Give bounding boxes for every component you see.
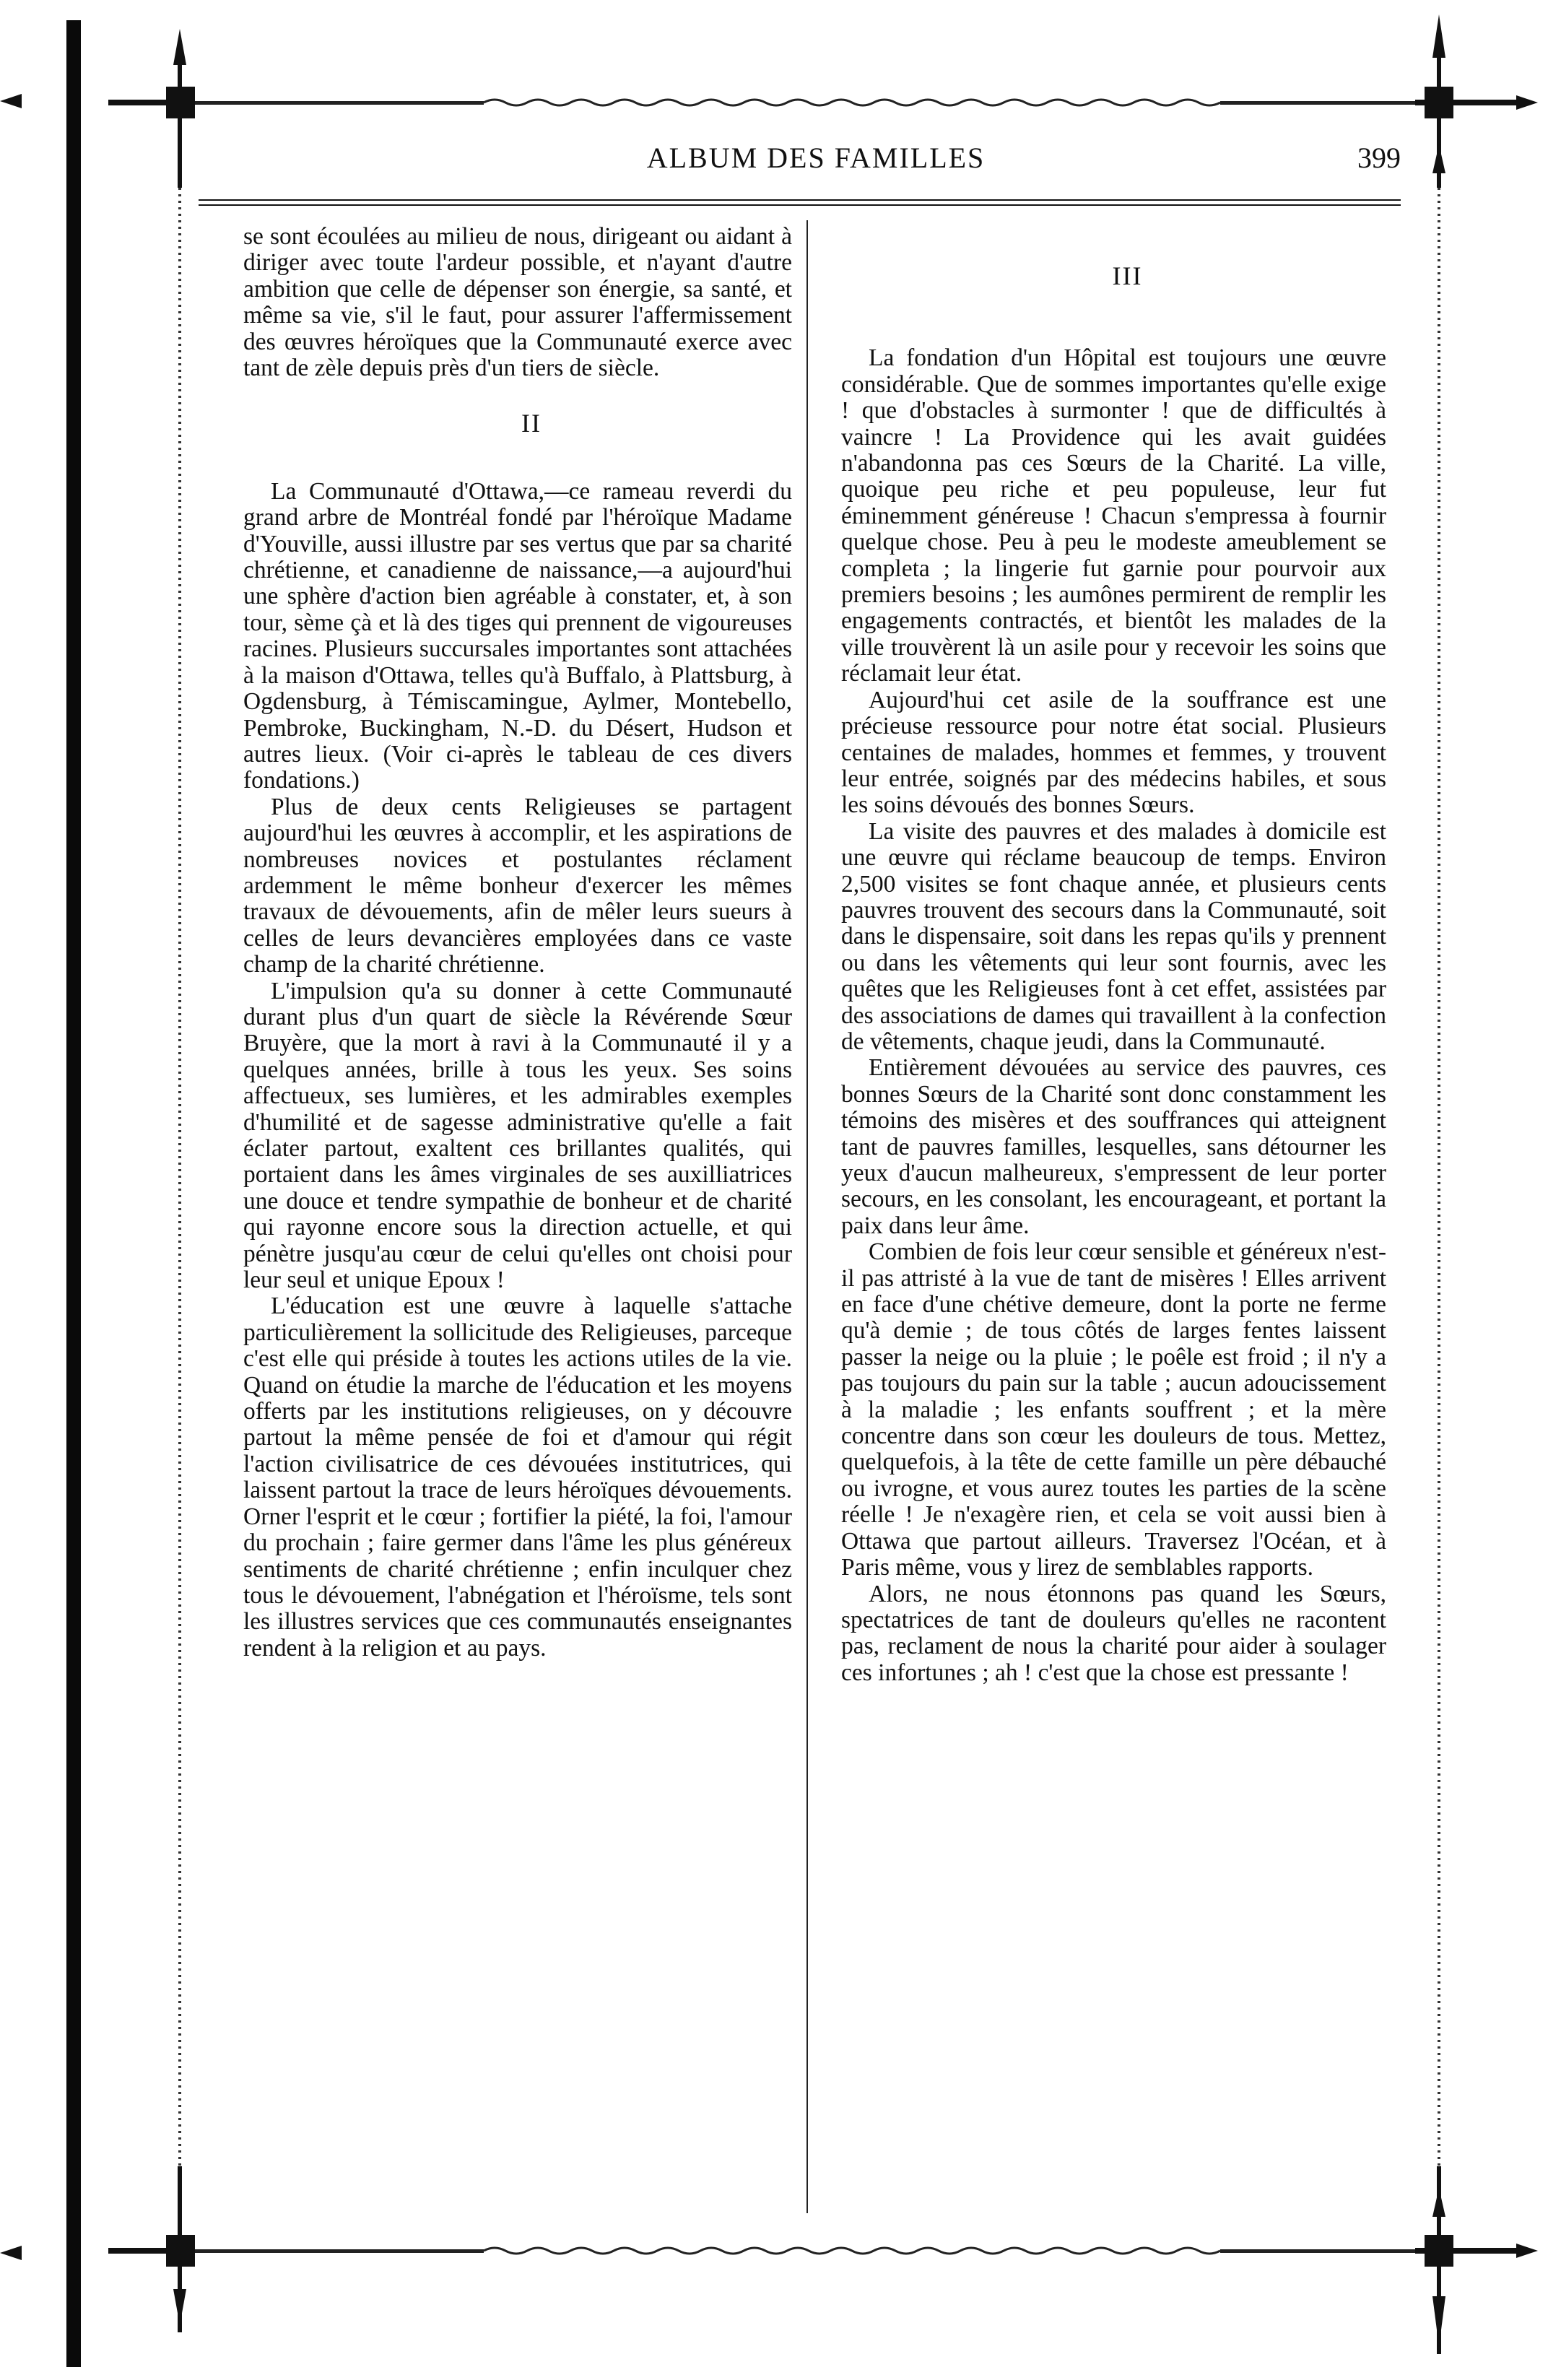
- paragraph: La visite des pauvres et des malades à domicile est une œuvre qui réclame beaucoup de temps. Environ 2,500 visites se font chaque année, et plusieurs cents pauvres trouvent des secours dans la Communauté, soit dans le dispensaire, soit dans les repas qu'ils y prennent ou dans les vêtements qui leur sont fournis, avec les quêtes que les Religieuses font à cet effet, assistées par des associations de dames qui travaillent à la confection de vêtements, chaque jeudi, dans la Communauté.: [841, 817, 1386, 1055]
- right-column: [841, 224, 1386, 1686]
- paragraph: L'impulsion qu'a su donner à cette Communauté durant plus d'un quart de siècle la Révérende Sœur Bruyère, que la mort à ravi à la Communauté il y a quelques années, brille à tous les yeux. Ses soins affectueux, ses lumières, et les admirables exemples d'humilité et de sagesse administrative qu'elle a fait éclater partout, exaltent ces brillantes qualités, qui portaient dans les âmes virginales de ses auxilliatrices une douce et tendre sympathie de bonheur et de charité qui rayonne encore sous la direction actuelle, et qui pénètre jusqu'au cœur de celui qu'elles ont choisi pour leur seul et unique Epoux !: [243, 977, 792, 1294]
- paragraph: Combien de fois leur cœur sensible et généreux n'est-il pas attristé à la vue de tant de misères ! Elles arrivent en face d'une chétive demeure, dont la porte ne ferme qu'à demie ; de tous côtés de larges fentes laissent passer la neige ou la pluie ; le poêle est froid ; il n'y a pas toujours du pain sur la table ; aucun adoucissement à la maladie ; les enfants souffrent ; et la mère concentre dans son cœur les douleurs de tous. Mettez, quelquefois, à la tête de cette famille un père débauché ou ivrogne, et vous aurez toutes les parties de la scène réelle ! Je n'exagère rien, et cela se voit aussi bien à Ottawa que partout ailleurs. Traversez l'Océan, et à Paris même, vous y lirez de semblables rapports.: [841, 1238, 1386, 1581]
- paragraph: Plus de deux cents Religieuses se partagent aujourd'hui les œuvres à accomplir, et les aspirations de nombreuses novices et postulantes réclament ardemment le même bonheur d'exercer les mêmes travaux de dévouements, afin de mêler leurs sueurs à celles de leurs devancières employées dans ce vaste champ de la charité chrétienne.: [243, 793, 792, 978]
- section-heading: II: [521, 409, 542, 438]
- paragraph: Alors, ne nous étonnons pas quand les Sœurs, spectatrices de tant de douleurs qu'elles ne racontent pas, reclament de nous la charité pour aider à soulager ces infortunes ; ah ! c'est que la chose est pressante !: [841, 1580, 1386, 1686]
- paragraph: L'éducation est une œuvre à laquelle s'attache particulièrement la sollicitude des Religieuses, parceque c'est elle qui préside à toutes les actions utiles de la vie. Quand on étudie la marche de l'éducation et les moyens offerts par les institutions religieuses, on y découvre partout la même pensée de foi et d'amour qui régit l'action civilisatrice de ces dévouées institutrices, qui laissent partout la trace de leurs héroïques dévouements. Orner l'esprit et le cœur ; fortifier la piété, la foi, l'amour du prochain ; faire germer dans l'âme les plus généreux sentiments de charité chrétienne ; enfin inculquer chez tous le dévouement, l'abnégation et l'héroïsme, tels sont les illustres services que ces communautés enseignantes rendent à la religion et au pays.: [243, 1293, 792, 1662]
- running-title: ALBUM DES FAMILLES: [646, 142, 986, 174]
- page-header: [181, 141, 1451, 191]
- paragraph: Aujourd'hui cet asile de la souffrance est une précieuse ressource pour notre état social. Plusieurs centaines de malades, hommes et femmes, y trouvent leur entrée, soignés par des médecins habiles, et sous les soins dévoués des bonnes Sœurs.: [841, 686, 1386, 819]
- paragraph: La fondation d'un Hôpital est toujours une œuvre considérable. Que de sommes importantes qu'elle exige ! que d'obstacles à surmonter ! que de difficultés à vaincre ! La Providence qui les avait guidées n'abandonna pas ces Sœurs de la Charité. La ville, quoique peu riche et peu populeuse, leur fut éminemment généreuse ! Chacun s'empressa à fournir quelque chose. Peu à peu le modeste ameublement se completa ; la lingerie fut garnie pour pourvoir aux premiers besoins ; les aumônes permirent de remplir les engagements contractés, et bientôt les malades de la ville trouvèrent là un asile pour y recevoir les soins que réclamait leur état.: [841, 344, 1386, 687]
- section-heading: III: [1112, 261, 1143, 290]
- arrow-head-ornament: [0, 94, 22, 108]
- paragraph: se sont écoulées au milieu de nous, dirigeant ou aidant à diriger avec toute l'ardeur possible, et n'ayant d'autre ambition que celle de dépenser son énergie, sa santé, et même sa vie, s'il le faut, pour assurer l'affermissement des œuvres héroïques que la Communauté exerce avec tant de zèle depuis près d'un tiers de siècle.: [243, 223, 792, 382]
- paragraph: La Communauté d'Ottawa,—ce rameau reverdi du grand arbre de Montréal fondé par l'héroïque Madame d'Youville, aussi illustre par ses vertus que par sa charité chrétienne, et canadienne de naissance,—a aujourd'hui une sphère d'action bien agréable à constater, et, à son tour, sème çà et là des tiges qui prennent de vigoureuses racines. Plusieurs succursales importantes sont attachées à la maison d'Ottawa, telles qu'à Buffalo, à Plattsburg, à Ogdensburg, à Témiscamingue, Aylmer, Montebello, Pembroke, Buckingham, N.-D. du Désert, Hudson et autres lieux. (Voir ci-après le tableau de ces divers fondations.): [243, 477, 792, 794]
- wavy-rule-ornament: [484, 100, 1220, 105]
- page-number: 399: [1357, 142, 1401, 174]
- paragraph: Entièrement dévouées au service des pauvres, ces bonnes Sœurs de la Charité sont donc constamment les témoins des misères et des souffrances qui atteignent tant de pauvres familles, lesquelles, sans détourner les yeux d'aucun malheureux, s'empressent de leur porter secours, en les consolant, les encourageant, et portant la paix dans leur âme.: [841, 1054, 1386, 1239]
- left-column: [243, 224, 792, 1662]
